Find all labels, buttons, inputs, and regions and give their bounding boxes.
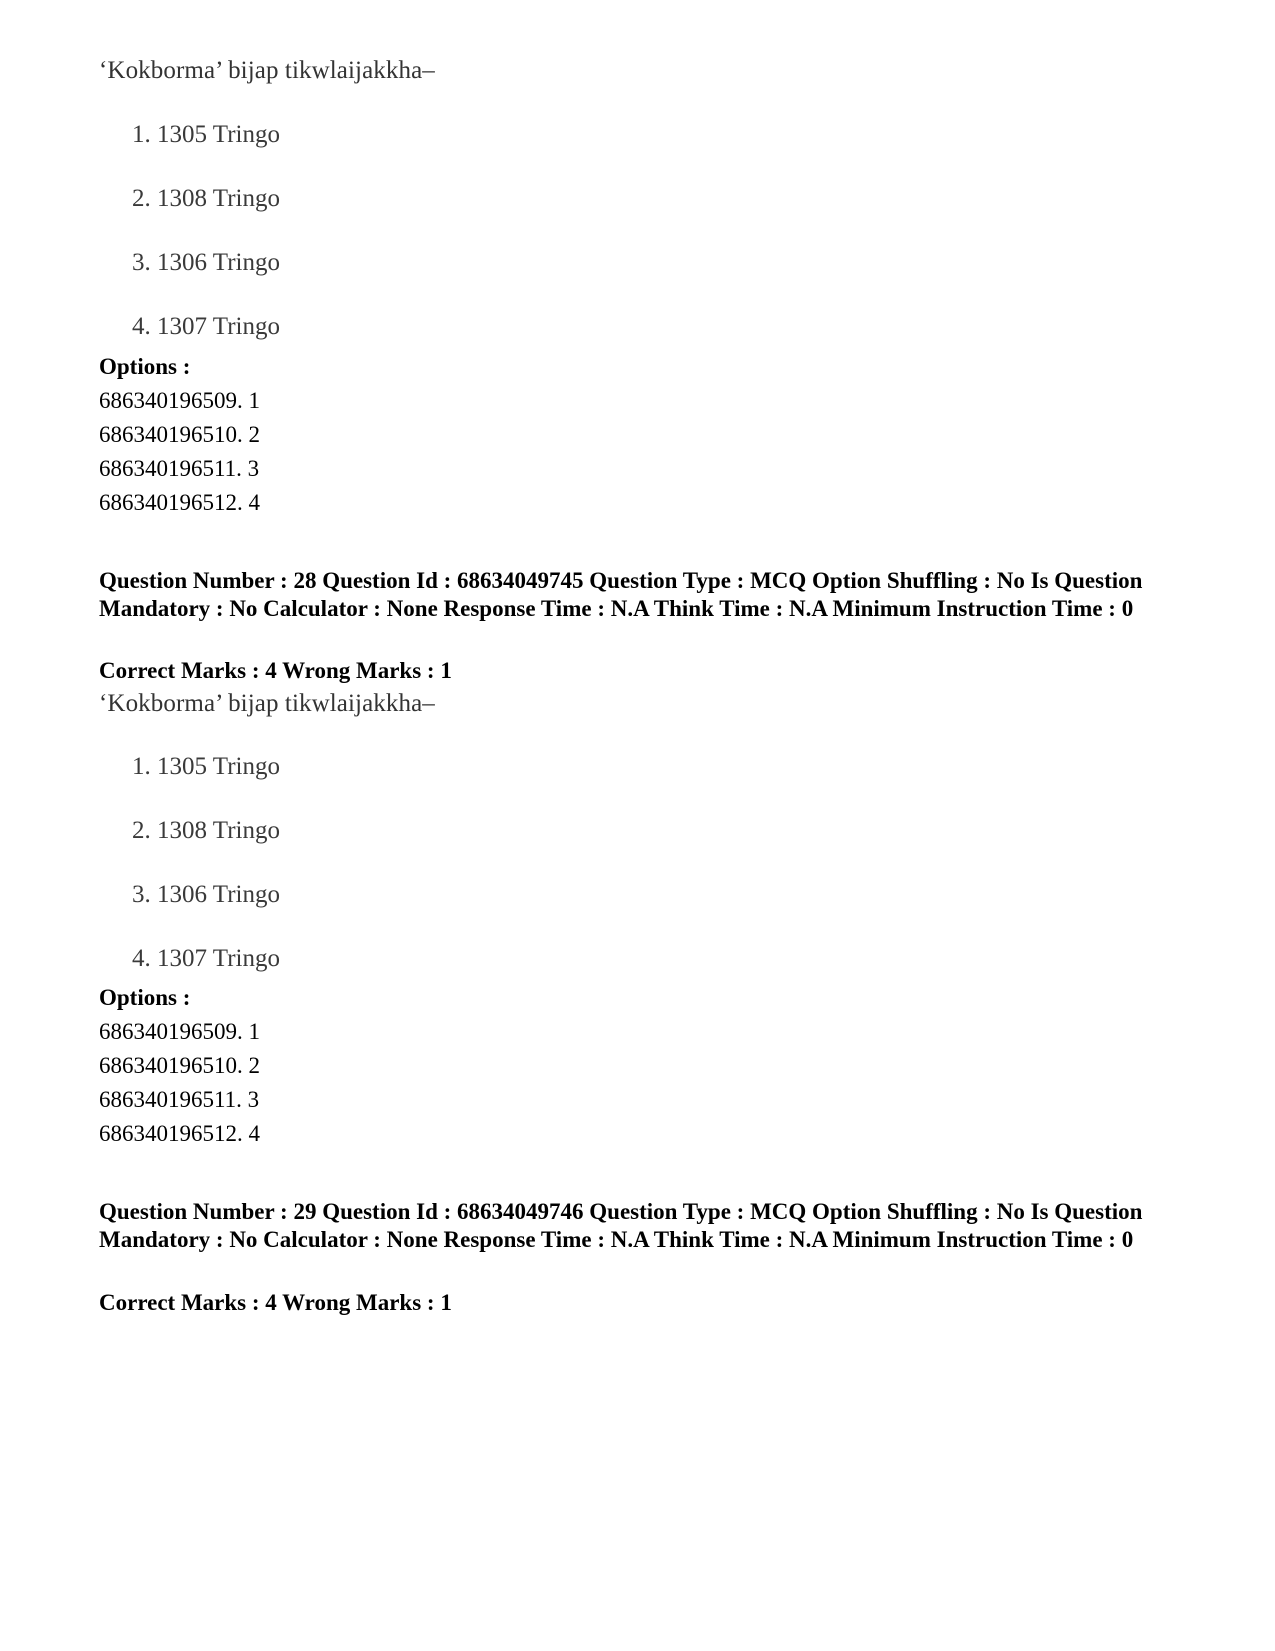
question-marks: Correct Marks : 4 Wrong Marks : 1 <box>99 1290 452 1315</box>
option-id: 686340196509. 1 <box>99 388 260 413</box>
option-id: 686340196510. 2 <box>99 1053 260 1078</box>
question-marks: Correct Marks : 4 Wrong Marks : 1 <box>99 658 452 683</box>
option-id: 686340196512. 4 <box>99 490 260 515</box>
choice-item: 2. 1308 Tringo <box>132 817 280 844</box>
choice-item: 3. 1306 Tringo <box>132 249 280 276</box>
choice-item: 3. 1306 Tringo <box>132 881 280 908</box>
question-stem: ‘Kokborma’ bijap tikwlaijakkha– <box>99 57 435 84</box>
question-meta: Question Number : 29 Question Id : 68634049746 Question Type : MCQ Option Shuffling : No Is Question Mandatory : No Calculator : None Response Time : N.A Think Time : N.A Minimum Instruction Time : 0 <box>99 1199 1143 1252</box>
choice-item: 4. 1307 Tringo <box>132 945 280 972</box>
options-heading: Options : <box>99 354 191 379</box>
option-id: 686340196510. 2 <box>99 422 260 447</box>
choice-item: 1. 1305 Tringo <box>132 753 280 780</box>
choice-item: 2. 1308 Tringo <box>132 185 280 212</box>
choice-item: 1. 1305 Tringo <box>132 121 280 148</box>
question-stem: ‘Kokborma’ bijap tikwlaijakkha– <box>99 690 435 717</box>
option-id: 686340196511. 3 <box>99 456 260 481</box>
option-id: 686340196509. 1 <box>99 1019 260 1044</box>
options-heading: Options : <box>99 985 191 1010</box>
question-meta: Question Number : 28 Question Id : 68634049745 Question Type : MCQ Option Shuffling : No Is Question Mandatory : No Calculator : None Response Time : N.A Think Time : N.A Minimum Instruction Time : 0 <box>99 568 1143 621</box>
choice-item: 4. 1307 Tringo <box>132 313 280 340</box>
option-id: 686340196512. 4 <box>99 1121 260 1146</box>
option-id: 686340196511. 3 <box>99 1087 260 1112</box>
